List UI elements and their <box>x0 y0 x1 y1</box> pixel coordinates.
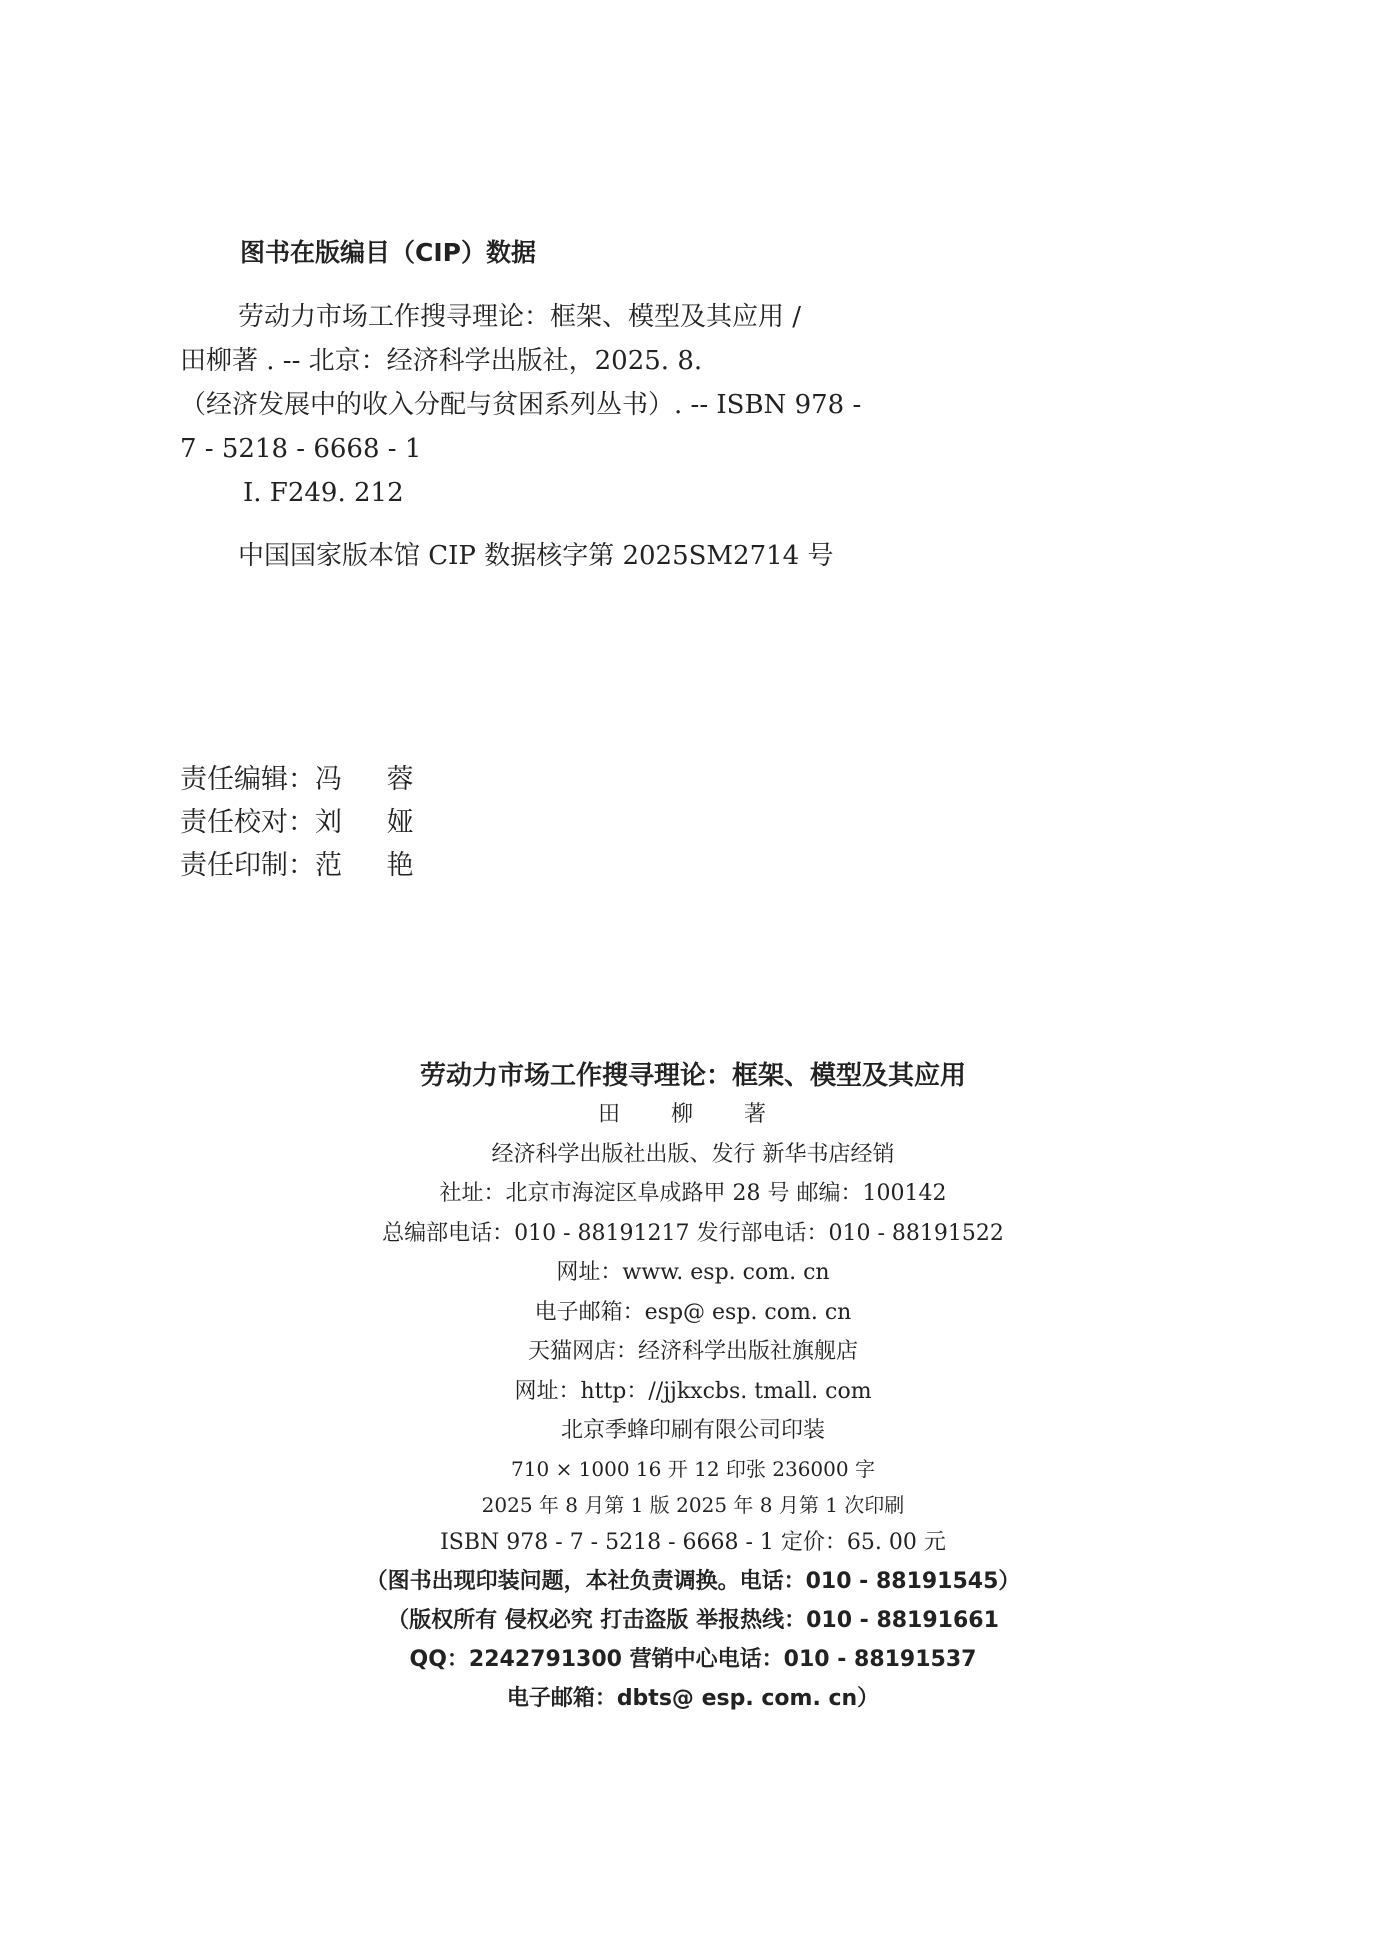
cip-series-line: （经济发展中的收入分配与贫困系列丛书）. -- ISBN 978 - <box>180 390 862 420</box>
colophon-format: 710 × 1000 16 开 12 印张 236000 字 <box>511 1456 875 1481</box>
colophon <box>0 1057 1386 1718</box>
colophon-email: 电子邮箱：esp@ esp. com. cn <box>534 1299 852 1325</box>
responsibility-role: 责任校对： <box>180 807 315 838</box>
responsibility-row-printing <box>180 844 432 887</box>
cip-record-number-line: 中国国家版本馆 CIP 数据核字第 2025SM2714 号 <box>238 541 834 571</box>
colophon-notice-copyright: （版权所有 侵权必究 打击盗版 举报热线：010 - 88191661 <box>387 1608 999 1633</box>
responsibility-row-proofreader <box>180 801 432 844</box>
responsibility-role: 责任印制： <box>180 850 315 881</box>
colophon-phones: 总编部电话：010 - 88191217 发行部电话：010 - 88191522 <box>382 1220 1004 1246</box>
responsibility-list <box>180 758 432 887</box>
cip-isbn-line: 7 - 5218 - 6668 - 1 <box>180 434 422 464</box>
cip-title-line: 劳动力市场工作搜寻理论：框架、模型及其应用 / <box>238 302 802 332</box>
colophon-isbn-price: ISBN 978 - 7 - 5218 - 6668 - 1 定价：65. 00 元 <box>440 1529 946 1555</box>
cip-heading: 图书在版编目（CIP）数据 <box>240 238 536 267</box>
cip-author-publisher-line: 田柳著 . -- 北京：经济科学出版社，2025. 8. <box>180 346 703 376</box>
responsibility-name: 刘 娅 <box>315 807 432 838</box>
colophon-notice-replacement: （图书出现印装问题，本社负责调换。电话：010 - 88191545） <box>365 1569 1021 1594</box>
responsibility-role: 责任编辑： <box>180 764 315 795</box>
colophon-edition: 2025 年 8 月第 1 版 2025 年 8 月第 1 次印刷 <box>481 1492 905 1517</box>
responsibility-name: 冯 蓉 <box>315 764 432 795</box>
colophon-tmall-store: 天猫网店：经济科学出版社旗舰店 <box>527 1339 858 1364</box>
colophon-printer: 北京季蜂印刷有限公司印装 <box>560 1418 825 1443</box>
colophon-author: 田 柳 著 <box>598 1102 788 1127</box>
cip-classification-line: Ⅰ. F249. 212 <box>243 478 404 508</box>
colophon-notice-email: 电子邮箱：dbts@ esp. com. cn） <box>506 1686 880 1711</box>
colophon-notice-contact: QQ：2242791300 营销中心电话：010 - 88191537 <box>409 1647 977 1672</box>
colophon-address: 社址：北京市海淀区阜成路甲 28 号 邮编：100142 <box>439 1181 947 1206</box>
colophon-tmall-url: 网址：http：//jjkxcbs. tmall. com <box>514 1378 872 1404</box>
responsibility-name: 范 艳 <box>315 850 432 881</box>
responsibility-row-editor <box>180 758 432 801</box>
colophon-publisher: 经济科学出版社出版、发行 新华书店经销 <box>491 1141 895 1167</box>
colophon-title: 劳动力市场工作搜寻理论：框架、模型及其应用 <box>419 1061 966 1091</box>
colophon-website: 网址：www. esp. com. cn <box>556 1260 830 1285</box>
